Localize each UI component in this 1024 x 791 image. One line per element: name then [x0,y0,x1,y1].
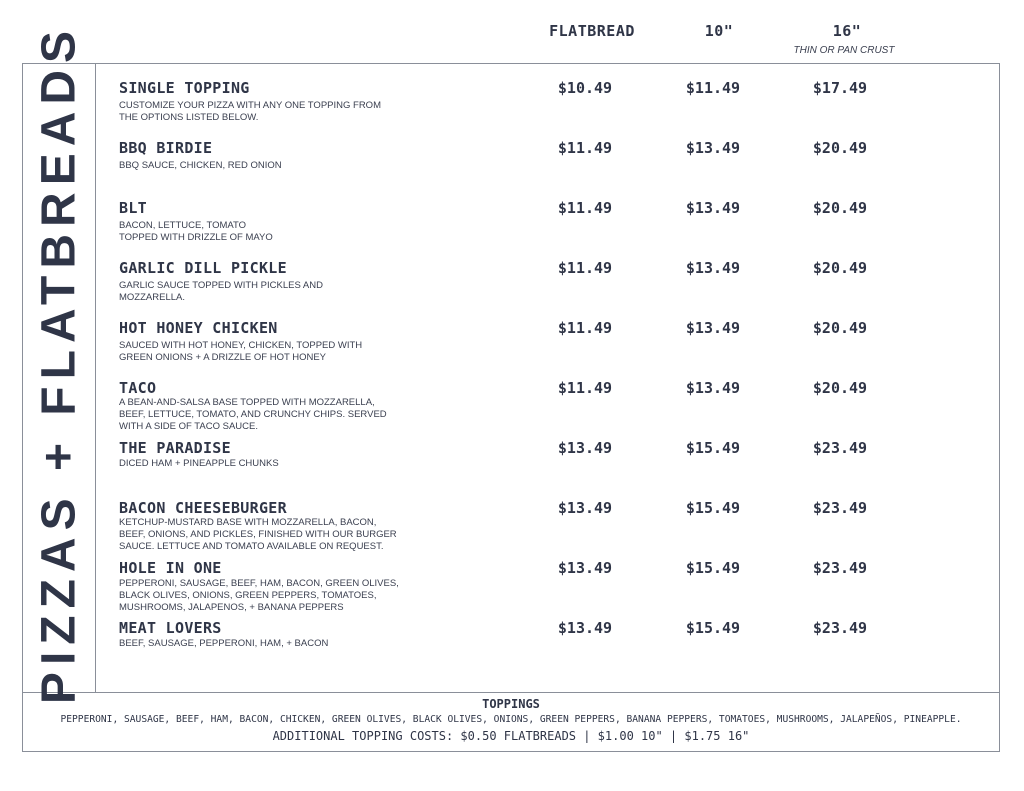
item-description: SAUCED WITH HOT HONEY, CHICKEN, TOPPED WITH GREEN ONIONS + A DRIZZLE OF HOT HONEY [119,340,363,363]
menu-item [119,439,999,499]
item-name: HOT HONEY CHICKEN [119,319,278,337]
price-flatbread: $11.49 [557,139,613,157]
price-16-inch: $20.49 [812,319,868,337]
item-name: BBQ BIRDIE [119,139,213,157]
column-header-10-inch: 10" [704,22,734,40]
price-10-inch: $13.49 [685,139,741,157]
menu-item [119,79,999,139]
item-description: KETCHUP-MUSTARD BASE WITH MOZZARELLA, BACON, BEEF, ONIONS, AND PICKLES, FINISHED WITH OUR BURGER SAUCE. LETTUCE AND TOMATO AVAILABLE ON REQUEST. [119,517,397,552]
item-description: DICED HAM + PINEAPPLE CHUNKS [119,458,279,469]
price-flatbread: $11.49 [557,199,613,217]
price-10-inch: $11.49 [685,79,741,97]
item-name: GARLIC DILL PICKLE [119,259,287,277]
price-10-inch: $15.49 [685,619,741,637]
column-header-flatbread: FLATBREAD [549,22,635,40]
price-10-inch: $13.49 [685,199,741,217]
menu-item [119,499,999,559]
menu-item [119,379,999,439]
price-16-inch: $23.49 [812,499,868,517]
toppings-box [22,692,1000,752]
menu-item [119,259,999,319]
column-subheader-crust: THIN OR PAN CRUST [793,45,895,56]
price-flatbread: $11.49 [557,379,613,397]
menu-item [119,619,999,679]
item-description: BEEF, SAUSAGE, PEPPERONI, HAM, + BACON [119,638,329,649]
item-name: SINGLE TOPPING [119,79,250,97]
price-10-inch: $15.49 [685,559,741,577]
price-16-inch: $23.49 [812,619,868,637]
price-16-inch: $20.49 [812,259,868,277]
item-name: THE PARADISE [119,439,231,457]
item-description: GARLIC SAUCE TOPPED WITH PICKLES AND MOZZARELLA. [119,280,323,303]
menu-item [119,199,999,259]
price-flatbread: $11.49 [557,259,613,277]
item-name: BLT [119,199,147,217]
additional-topping-costs: ADDITIONAL TOPPING COSTS: $0.50 FLATBREADS | $1.00 10" | $1.75 16" [272,729,750,743]
price-16-inch: $20.49 [812,199,868,217]
price-flatbread: $11.49 [557,319,613,337]
price-flatbread: $13.49 [557,439,613,457]
item-description: CUSTOMIZE YOUR PIZZA WITH ANY ONE TOPPING FROM THE OPTIONS LISTED BELOW. [119,100,381,123]
price-10-inch: $15.49 [685,499,741,517]
toppings-list: PEPPERONI, SAUSAGE, BEEF, HAM, BACON, CHICKEN, GREEN OLIVES, BLACK OLIVES, ONIONS, GREEN PEPPERS, BANANA PEPPERS, TOMATOES, MUSHROOMS, JALAPEÑOS, PINEAPPLE. [60,714,962,725]
price-16-inch: $23.49 [812,439,868,457]
price-10-inch: $13.49 [685,319,741,337]
price-10-inch: $13.49 [685,379,741,397]
price-16-inch: $20.49 [812,379,868,397]
menu-item [119,139,999,199]
side-bar [23,23,96,705]
item-name: HOLE IN ONE [119,559,222,577]
item-description: PEPPERONI, SAUSAGE, BEEF, HAM, BACON, GREEN OLIVES, BLACK OLIVES, ONIONS, GREEN PEPPERS, TOMATOES, MUSHROOMS, JALAPENOS, + BANANA PEPPERS [119,578,399,613]
item-description: A BEAN-AND-SALSA BASE TOPPED WITH MOZZARELLA, BEEF, LETTUCE, TOMATO, AND CRUNCHY CHIPS. SERVED WITH A SIDE OF TACO SAUCE. [119,397,387,432]
menu-item [119,319,999,379]
menu-item [119,559,999,619]
item-description: BBQ SAUCE, CHICKEN, RED ONION [119,160,282,171]
column-header-16-inch: 16" [832,22,862,40]
price-16-inch: $20.49 [812,139,868,157]
price-16-inch: $17.49 [812,79,868,97]
item-name: MEAT LOVERS [119,619,222,637]
item-name: BACON CHEESEBURGER [119,499,287,517]
price-16-inch: $23.49 [812,559,868,577]
price-10-inch: $13.49 [685,259,741,277]
price-10-inch: $15.49 [685,439,741,457]
price-flatbread: $13.49 [557,499,613,517]
price-flatbread: $10.49 [557,79,613,97]
toppings-title: TOPPINGS [482,697,540,711]
item-name: TACO [119,379,157,397]
item-description: BACON, LETTUCE, TOMATO TOPPED WITH DRIZZLE OF MAYO [119,220,273,243]
price-flatbread: $13.49 [557,559,613,577]
price-flatbread: $13.49 [557,619,613,637]
section-title: PIZZAS + FLATBREADS [32,23,86,705]
